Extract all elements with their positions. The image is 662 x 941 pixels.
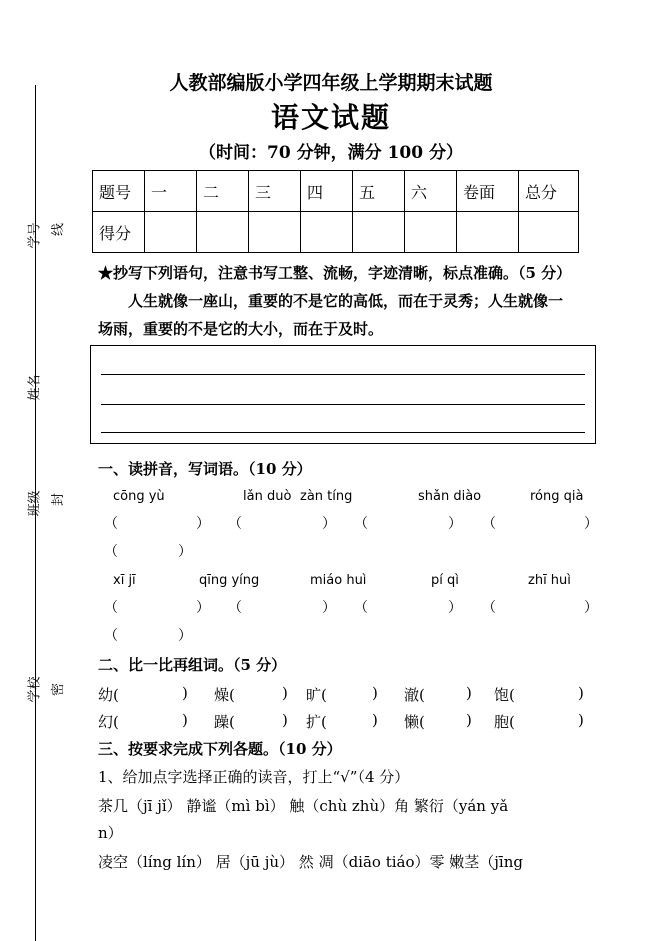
pinyin-item: xī jī <box>113 573 136 588</box>
class-label: 班级 <box>27 490 43 517</box>
pinyin-item: qīng yíng <box>199 573 260 588</box>
answer-blank-close: ） <box>178 628 192 644</box>
seal-char-line: 线 <box>51 222 67 237</box>
compare-close: ) <box>182 684 188 702</box>
table-cell: 一 <box>145 171 197 212</box>
answer-blank-open[interactable]: （ <box>228 516 242 532</box>
writing-line <box>101 404 585 405</box>
exam-title: 人教部编版小学四年级上学期期末试题 <box>169 72 493 94</box>
name-label: 姓名 <box>27 374 43 401</box>
compare-close: ) <box>466 684 472 702</box>
compare-char[interactable]: 幼( <box>98 686 119 704</box>
compare-close: ) <box>466 711 472 729</box>
pinyin-item: lǎn duò <box>243 489 292 504</box>
reading-choice-line-1-wrap: n） <box>98 824 123 842</box>
score-table <box>92 170 579 253</box>
answer-blank-open[interactable]: （ <box>482 516 496 532</box>
subject-title: 语文试题 <box>270 101 391 134</box>
writing-line <box>101 432 585 433</box>
section-3-heading: 三、按要求完成下列各题。（10 分） <box>98 740 342 758</box>
copy-answer-box[interactable] <box>90 345 596 444</box>
compare-close: ) <box>282 711 288 729</box>
compare-close: ) <box>372 684 378 702</box>
answer-blank-open[interactable]: （ <box>104 544 118 560</box>
writing-line <box>101 374 585 375</box>
pinyin-item: pí qì <box>431 573 459 588</box>
score-input-cell[interactable] <box>249 212 301 253</box>
answer-blank-close: ） <box>448 600 462 616</box>
pinyin-item: zhī huì <box>528 573 571 588</box>
answer-blank-close: ） <box>196 516 210 532</box>
score-input-cell[interactable] <box>457 212 519 253</box>
compare-close: ) <box>282 684 288 702</box>
compare-close: ) <box>372 711 378 729</box>
compare-char[interactable]: 躁( <box>214 713 235 731</box>
answer-blank-open[interactable]: （ <box>228 600 242 616</box>
table-cell: 三 <box>249 171 301 212</box>
answer-blank-close: ） <box>322 516 336 532</box>
answer-blank-open[interactable]: （ <box>104 628 118 644</box>
table-cell: 总分 <box>519 171 579 212</box>
score-input-cell[interactable] <box>197 212 249 253</box>
table-cell: 五 <box>353 171 405 212</box>
answer-blank-open[interactable]: （ <box>354 600 368 616</box>
score-table-header-row <box>93 171 579 212</box>
answer-blank-open[interactable]: （ <box>104 516 118 532</box>
answer-blank-close: ） <box>584 516 598 532</box>
score-input-cell[interactable] <box>353 212 405 253</box>
answer-blank-close: ） <box>178 544 192 560</box>
copy-text-line-2: 场雨，重要的不是它的大小，而在于及时。 <box>98 320 384 338</box>
exam-info: （时间：70 分钟，满分 100 分） <box>199 143 463 163</box>
compare-char[interactable]: 扩( <box>306 713 327 731</box>
answer-blank-close: ） <box>584 600 598 616</box>
table-cell: 六 <box>405 171 457 212</box>
compare-char[interactable]: 幻( <box>98 713 119 731</box>
copy-instruction: ★抄写下列语句，注意书写工整、流畅，字迹清晰，标点准确。（5 分） <box>98 264 572 282</box>
seal-char-feng: 封 <box>51 492 67 507</box>
table-cell: 卷面 <box>457 171 519 212</box>
score-input-cell[interactable] <box>145 212 197 253</box>
seal-char-mi: 密 <box>51 682 67 697</box>
table-cell: 四 <box>301 171 353 212</box>
pinyin-item: zàn tíng <box>300 489 353 504</box>
compare-char[interactable]: 燥( <box>214 686 235 704</box>
compare-char[interactable]: 胞( <box>494 713 515 731</box>
school-label: 学校 <box>27 676 43 703</box>
section-2-heading: 二、比一比再组词。（5 分） <box>98 656 287 674</box>
score-table-score-row <box>93 212 579 253</box>
compare-close: ) <box>578 711 584 729</box>
score-input-cell[interactable] <box>405 212 457 253</box>
answer-blank-open[interactable]: （ <box>482 600 496 616</box>
compare-close: ) <box>182 711 188 729</box>
table-cell: 二 <box>197 171 249 212</box>
compare-char[interactable]: 澈( <box>404 686 425 704</box>
score-input-cell[interactable] <box>519 212 579 253</box>
answer-blank-open[interactable]: （ <box>104 600 118 616</box>
compare-close: ) <box>578 684 584 702</box>
answer-blank-close: ） <box>322 600 336 616</box>
question-1: 1、给加点字选择正确的读音，打上“√”（4 分） <box>98 768 410 786</box>
answer-blank-close: ） <box>196 600 210 616</box>
table-cell: 得分 <box>93 212 145 253</box>
answer-blank-close: ） <box>448 516 462 532</box>
reading-choice-line-2[interactable]: 凌空（líng lín） 居（jū jù） 然 凋（diāo tiáo）零 嫩茎（jīng <box>98 853 523 871</box>
pinyin-item: róng qià <box>530 489 584 504</box>
pinyin-item: shǎn diào <box>418 489 482 504</box>
compare-char[interactable]: 懒( <box>404 713 425 731</box>
reading-choice-line-1[interactable]: 茶几（jī jǐ） 静谧（mì bì） 触（chù zhù）角 繁衍（yán yǎ <box>98 797 509 815</box>
table-cell: 题号 <box>93 171 145 212</box>
pinyin-item: miáo huì <box>310 573 367 588</box>
copy-text-line-1: 人生就像一座山，重要的不是它的高低，而在于灵秀；人生就像一 <box>128 292 564 310</box>
pinyin-item: cōng yù <box>113 489 165 504</box>
answer-blank-open[interactable]: （ <box>354 516 368 532</box>
section-1-heading: 一、读拼音，写词语。（10 分） <box>98 460 312 478</box>
student-id-label: 学号 <box>27 222 43 249</box>
compare-char[interactable]: 饱( <box>494 686 515 704</box>
score-input-cell[interactable] <box>301 212 353 253</box>
compare-char[interactable]: 旷( <box>306 686 327 704</box>
